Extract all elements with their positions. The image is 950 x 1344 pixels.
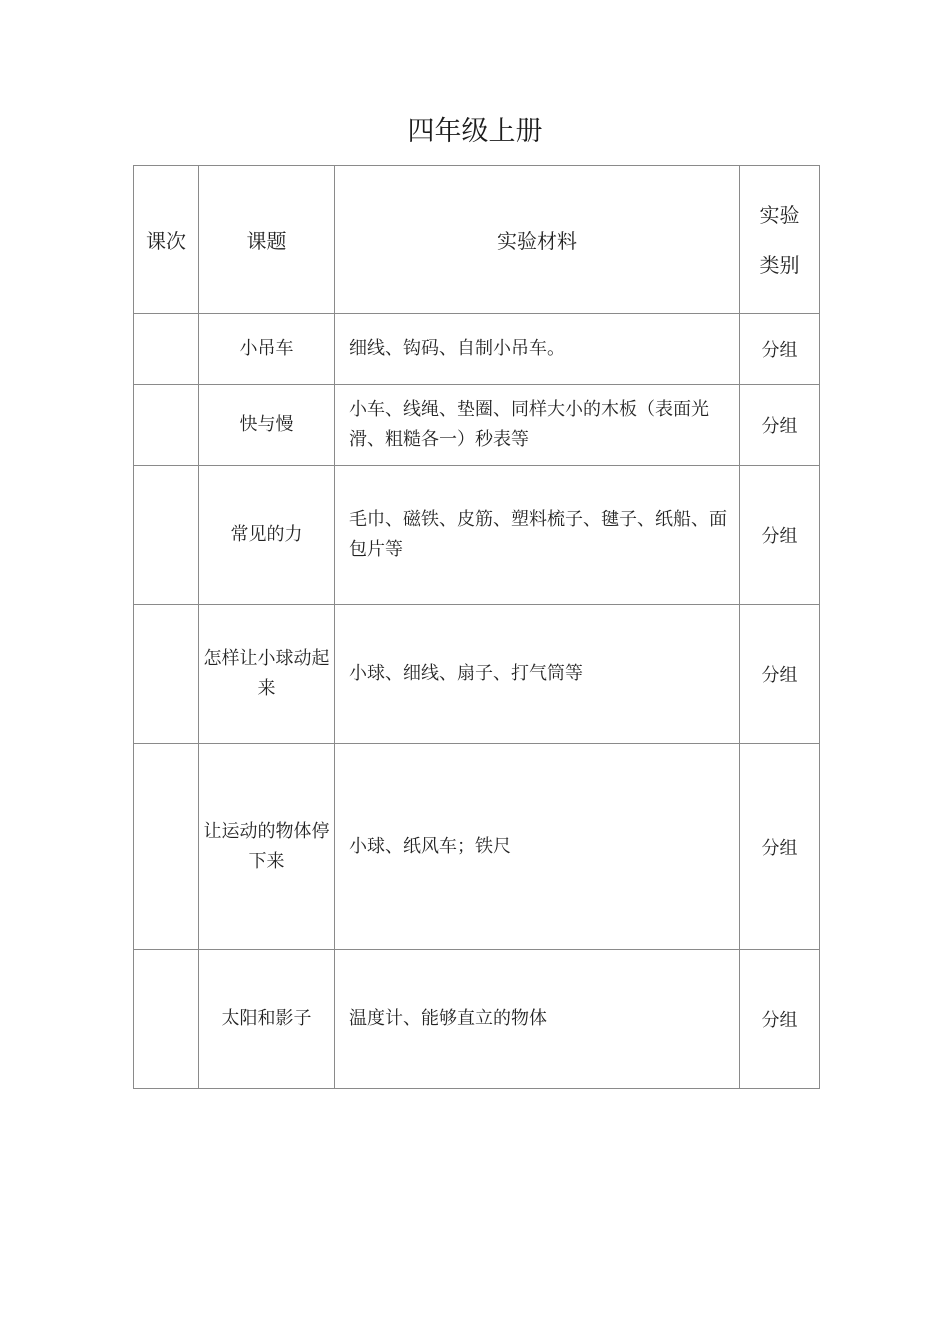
materials-cell: 小球、纸风车；铁尺 — [335, 744, 740, 950]
topic-cell: 小吊车 — [199, 314, 335, 385]
type-cell: 分组 — [740, 605, 820, 744]
table-row — [134, 605, 820, 744]
header-topic: 课题 — [199, 166, 335, 314]
page-title: 四年级上册 — [407, 116, 543, 147]
topic-cell: 常见的力 — [199, 466, 335, 605]
header-lesson: 课次 — [134, 166, 199, 314]
table-row — [134, 744, 820, 950]
topic-cell: 太阳和影子 — [199, 950, 335, 1089]
topic-cell: 让运动的物体停下来 — [199, 744, 335, 950]
header-type-line2: 类别 — [759, 252, 800, 277]
table-row — [134, 466, 820, 605]
lesson-cell — [134, 605, 199, 744]
topic-cell: 怎样让小球动起来 — [199, 605, 335, 744]
table-row — [134, 950, 820, 1089]
lesson-cell — [134, 950, 199, 1089]
type-cell: 分组 — [740, 314, 820, 385]
experiment-table — [133, 165, 820, 1089]
type-cell: 分组 — [740, 950, 820, 1089]
header-materials: 实验材料 — [335, 166, 740, 314]
materials-cell: 小车、线绳、垫圈、同样大小的木板（表面光滑、粗糙各一）秒表等 — [335, 385, 740, 466]
type-cell: 分组 — [740, 466, 820, 605]
materials-cell: 小球、细线、扇子、打气筒等 — [335, 605, 740, 744]
table-row — [134, 385, 820, 466]
materials-cell: 毛巾、磁铁、皮筋、塑料梳子、毽子、纸船、面包片等 — [335, 466, 740, 605]
type-cell: 分组 — [740, 385, 820, 466]
lesson-cell — [134, 314, 199, 385]
type-cell: 分组 — [740, 744, 820, 950]
header-type-line1: 实验 — [759, 202, 800, 227]
materials-cell: 温度计、能够直立的物体 — [335, 950, 740, 1089]
header-type — [740, 166, 820, 314]
lesson-cell — [134, 744, 199, 950]
lesson-cell — [134, 385, 199, 466]
topic-cell: 快与慢 — [199, 385, 335, 466]
table-header-row — [134, 166, 820, 314]
table-row — [134, 314, 820, 385]
materials-cell: 细线、钩码、自制小吊车。 — [335, 314, 740, 385]
lesson-cell — [134, 466, 199, 605]
